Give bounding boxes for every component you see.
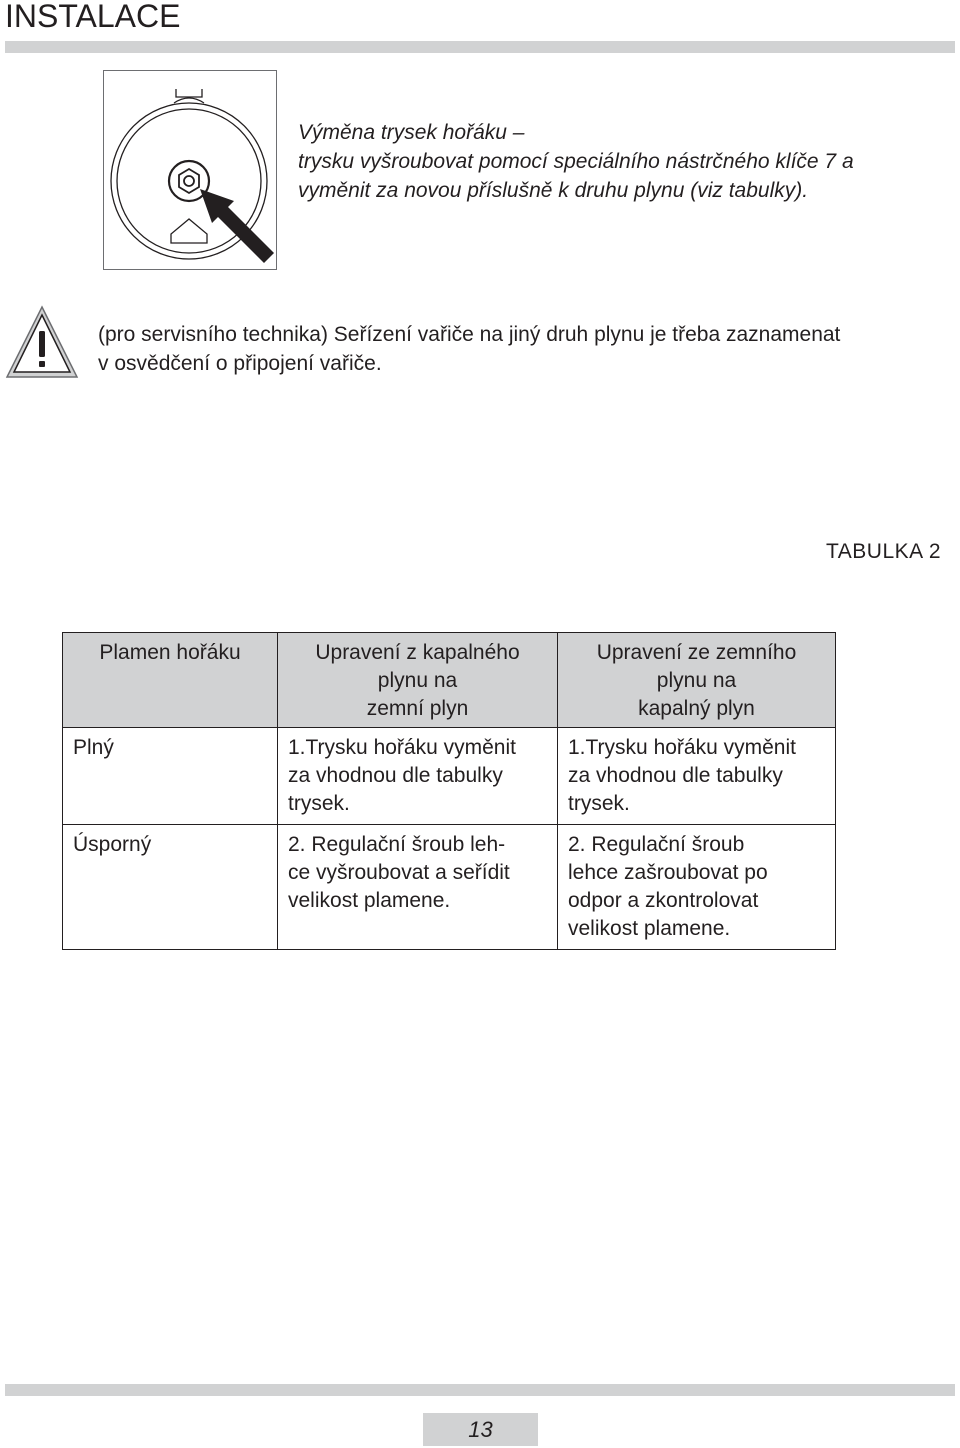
table-label: TABULKA 2 <box>826 540 941 563</box>
header-natural-to-liquid: Upravení ze zemního plynu na kapalný plyn <box>558 633 836 728</box>
page-title: INSTALACE <box>5 0 181 34</box>
to-liquid-cell: 1.Trysku hořáku vyměnit za vhodnou dle tabulky trysek. <box>558 728 836 825</box>
header-flame: Plamen hořáku <box>63 633 278 728</box>
table-row <box>63 728 836 825</box>
warning-line: v osvědčení o připojení vařiče. <box>98 352 382 375</box>
gas-conversion-table <box>62 632 836 950</box>
nozzle-heading: Výměna trysek hořáku – <box>298 121 525 144</box>
header-liquid-to-natural: Upravení z kapalného plynu na zemní plyn <box>278 633 558 728</box>
nozzle-line: trysku vyšroubovat pomocí speciálního nástrčného klíče 7 a <box>298 150 854 173</box>
table-header-row <box>63 633 836 728</box>
warning-triangle-icon <box>5 305 79 379</box>
to-liquid-cell: 2. Regulační šroub lehce zašroubovat po odpor a zkontrolovat velikost plamene. <box>558 825 836 950</box>
burner-nozzle-icon <box>104 71 275 268</box>
warning-text <box>98 320 958 378</box>
nozzle-line: vyměnit za novou příslušně k druhu plynu (viz tabulky). <box>298 179 809 202</box>
header-divider-bar <box>5 41 955 53</box>
page-number: 13 <box>423 1413 538 1446</box>
warning-line: (pro servisního technika) Seřízení vařiče na jiný druh plynu je třeba zaznamenat <box>98 323 841 346</box>
nozzle-replacement-instructions <box>298 118 958 205</box>
to-natural-cell: 2. Regulační šroub leh- ce vyšroubovat a seřídit velikost plamene. <box>278 825 558 950</box>
flame-cell: Úsporný <box>63 825 278 950</box>
footer-divider-bar <box>5 1384 955 1396</box>
to-natural-cell: 1.Trysku hořáku vyměnit za vhodnou dle tabulky trysek. <box>278 728 558 825</box>
table-row <box>63 825 836 950</box>
burner-nozzle-illustration <box>103 70 277 270</box>
flame-cell: Plný <box>63 728 278 825</box>
